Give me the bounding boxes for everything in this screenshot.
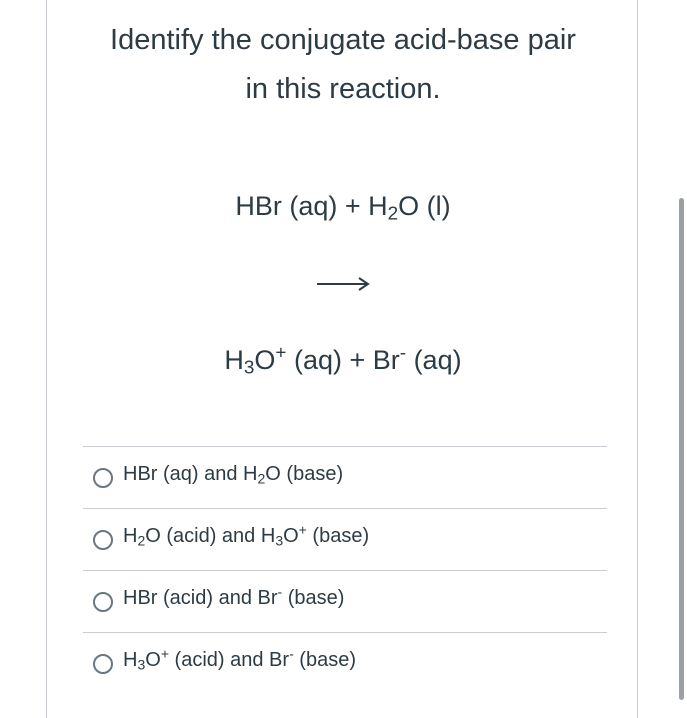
products-tail: (aq)	[406, 345, 462, 375]
subscript: 2	[137, 532, 146, 549]
answer-label[interactable]	[123, 645, 356, 673]
answer-text: H	[123, 525, 138, 547]
answer-text: (base)	[293, 649, 356, 671]
answer-list	[83, 446, 607, 694]
reactants-text: HBr (aq) + H	[235, 191, 388, 221]
answer-option-4[interactable]	[83, 632, 607, 694]
question-text	[47, 16, 639, 114]
subscript: 3	[243, 357, 255, 379]
subscript: 2	[257, 470, 266, 487]
answer-text: (acid) and Br	[169, 649, 290, 671]
superscript: +	[160, 645, 169, 662]
question-line-2: in this reaction.	[245, 73, 441, 105]
answer-option-2[interactable]	[83, 508, 607, 570]
question-card	[46, 0, 638, 718]
answer-text: HBr (acid) and Br	[123, 587, 278, 609]
answer-text: O	[283, 525, 299, 547]
answer-text: HBr (aq) and H	[123, 463, 258, 485]
superscript: -	[289, 645, 294, 662]
vertical-scrollbar[interactable]	[679, 198, 684, 700]
subscript: 2	[387, 203, 399, 225]
subscript: 3	[137, 656, 146, 673]
products-mid: (aq) + Br	[286, 345, 400, 375]
answer-label[interactable]	[123, 583, 345, 610]
equation-reactants	[47, 191, 639, 225]
answer-text: H	[123, 649, 138, 671]
answer-text: O (base)	[265, 463, 344, 485]
answer-option-1[interactable]	[83, 446, 607, 508]
question-line-1: Identify the conjugate acid-base pair	[110, 24, 576, 56]
answer-text: (base)	[306, 525, 370, 547]
answer-text: O (acid) and H	[145, 525, 276, 547]
products-o: O	[254, 345, 276, 375]
answer-label[interactable]	[123, 463, 343, 486]
superscript: +	[275, 342, 287, 364]
answer-label[interactable]	[123, 521, 370, 549]
superscript: -	[399, 342, 407, 364]
reactants-tail: O (l)	[398, 191, 451, 221]
products-h: H	[224, 345, 244, 375]
subscript: 3	[275, 532, 284, 549]
answer-option-3[interactable]	[83, 570, 607, 632]
reaction-arrow-icon	[315, 274, 371, 294]
answer-text: (base)	[282, 587, 345, 609]
radio-unselected-icon[interactable]	[93, 592, 113, 612]
superscript: -	[277, 583, 283, 600]
radio-unselected-icon[interactable]	[93, 468, 113, 488]
superscript: +	[298, 521, 307, 538]
equation-products	[47, 342, 639, 379]
radio-unselected-icon[interactable]	[93, 530, 113, 550]
answer-text: O	[145, 649, 161, 671]
radio-unselected-icon[interactable]	[93, 654, 113, 674]
